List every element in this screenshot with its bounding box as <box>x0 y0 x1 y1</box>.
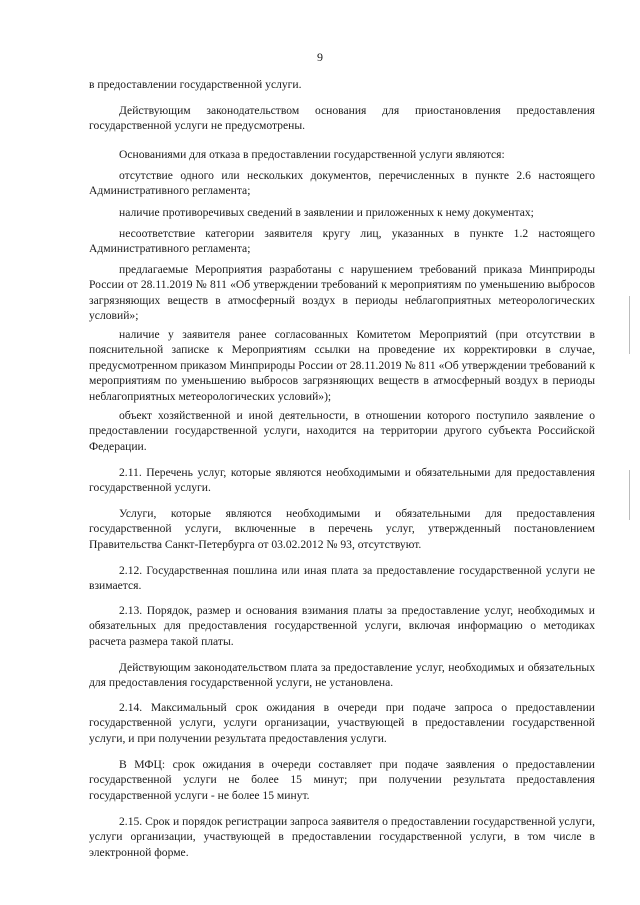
paragraph-violation-order-811: предлагаемые Мероприятия разработаны с нарушением требований приказа Минприроды России от 28.11.2019 № 811 «Об утверждении требований к мероприятиям по уменьшению выбросов загрязняющих веществ в атмосферный воздух в периоды неблагоприятных метеорологических условий»; <box>89 263 595 323</box>
section-2-15-heading: 2.15. Срок и порядок регистрации запроса заявителя о предоставлении государственной услуги, услуги организации, участвующей в предоставлении государственной услуги, в том числе в электронной форме. <box>89 815 595 859</box>
page-number: 9 <box>317 50 323 64</box>
paragraph-required-services: Услуги, которые являются необходимыми и обязательными для предоставления государственной услуги, включенные в перечень услуг, утвержденный постановлением Правительства Санкт-Петербурга от 03.02.2012 № 93, отсутствуют. <box>89 507 595 551</box>
paragraph-continuation: в предоставлении государственной услуги. <box>89 78 302 91</box>
section-2-12-heading: 2.12. Государственная пошлина или иная плата за предоставление государственной услуги не взимается. <box>89 564 595 593</box>
paragraph-other-region: объект хозяйственной и иной деятельности, в отношении которого поступило заявление о предоставлении государственной услуги, находится на территории другого субъекта Российской Федерации. <box>89 409 595 453</box>
section-2-14-heading: 2.14. Максимальный срок ожидания в очереди при подаче запроса о предоставлении государственной услуги, услуги организации, участвующей в предоставлении государственной услуги, и при получении результата предоставления услуги. <box>89 701 595 745</box>
scan-edge-mark <box>629 296 630 354</box>
scan-edge-mark <box>629 470 630 520</box>
paragraph-missing-documents: отсутствие одного или нескольких документов, перечисленных в пункте 2.6 настоящего Административного регламента; <box>89 169 595 198</box>
paragraph-mfc-waiting-time: В МФЦ: срок ожидания в очереди составляет при подаче заявления о предоставлении государственной услуги не более 15 минут; при получении результата предоставления государственной услуги - не более 15 минут. <box>89 758 595 802</box>
paragraph-refusal-grounds-intro: Основаниями для отказа в предоставлении государственной услуги являются: <box>119 148 505 161</box>
section-2-11-heading: 2.11. Перечень услуг, которые являются необходимыми и обязательными для предоставления государственной услуги. <box>89 466 595 495</box>
paragraph-fee-not-established: Действующим законодательством плата за предоставление услуг, необходимых и обязательных для предоставления государственной услуги, не установлена. <box>89 661 595 690</box>
section-2-13-heading: 2.13. Порядок, размер и основания взимания платы за предоставление услуг, необходимых и обязательных для предоставления государственной услуги, включая информацию о методиках расчета размера такой платы. <box>89 604 595 648</box>
paragraph-contradictory-info: наличие противоречивых сведений в заявлении и приложенных к нему документах; <box>119 206 534 219</box>
paragraph-applicant-category: несоответствие категории заявителя кругу лиц, указанных в пункте 1.2 настоящего Административного регламента; <box>89 227 595 256</box>
paragraph-suspension-grounds: Действующим законодательством основания для приостановления предоставления государственной услуги не предусмотрены. <box>89 104 595 133</box>
paragraph-previously-approved: наличие у заявителя ранее согласованных Комитетом Мероприятий (при отсутствии в пояснительной записке к Мероприятиям ссылки на проведение их корректировки в случае, предусмотренном приказом Минприроды России от 28.11.2019 № 811 «Об утверждении требований к мероприятиям по уменьшению выбросов загрязняющих веществ в атмосферный воздух в периоды неблагоприятных метеорологических условий»); <box>89 328 595 403</box>
